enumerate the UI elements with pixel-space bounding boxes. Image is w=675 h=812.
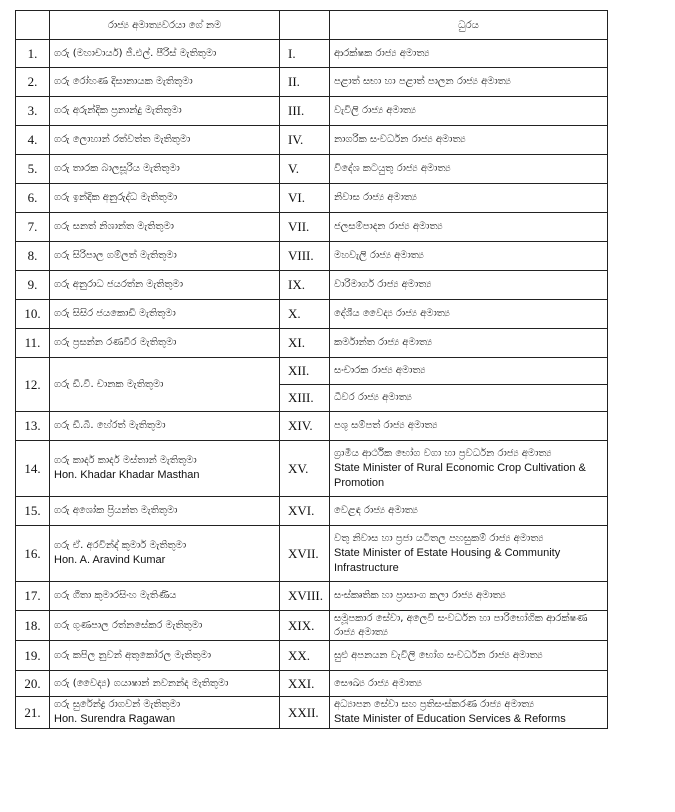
- minister-name-english: Hon. Khadar Khadar Masthan: [54, 469, 200, 481]
- portfolio-cell: [330, 671, 608, 697]
- portfolio-cell: [330, 242, 608, 271]
- portfolio: ජලසම්පාදන රාජ්‍ය අමාත්‍ය: [334, 221, 443, 232]
- table-row: [16, 184, 608, 213]
- table-row: [16, 412, 608, 441]
- portfolio: පශු සම්පත් රාජ්‍ය අමාත්‍ය: [334, 420, 438, 431]
- minister-name-cell: [50, 671, 280, 697]
- roman-numeral: XXI.: [280, 671, 330, 697]
- roman-numeral: IX.: [280, 271, 330, 300]
- minister-name: ගරු කපිල නුවන් අතුකෝරල මැතිතුමා: [54, 649, 212, 661]
- table-row: [16, 155, 608, 184]
- row-number: 19.: [16, 641, 50, 671]
- minister-name-cell: [50, 213, 280, 242]
- minister-name: ගරු ප්‍රසන්න රණවීර මැතිතුමා: [54, 337, 177, 348]
- row-number: 14.: [16, 441, 50, 497]
- portfolio-cell: [330, 526, 608, 582]
- minister-name-cell: [50, 68, 280, 97]
- portfolio: දේශීය වෛද්‍ය රාජ්‍ය අමාත්‍ය: [334, 308, 450, 319]
- row-number: 13.: [16, 412, 50, 441]
- roman-numeral: XXII.: [280, 697, 330, 729]
- minister-name-cell: [50, 300, 280, 329]
- portfolio-cell: [330, 97, 608, 126]
- portfolio: මහවැලි රාජ්‍ය අමාත්‍ය: [334, 250, 424, 261]
- minister-name: ගරු සිරිපාල ගම්ලත් මැතිතුමා: [54, 250, 177, 261]
- portfolio: විදේශ කටයුතු රාජ්‍ය අමාත්‍ය: [334, 163, 451, 174]
- portfolio-cell: [330, 271, 608, 300]
- table-row: [16, 68, 608, 97]
- minister-name-cell: [50, 582, 280, 611]
- portfolio-cell: [330, 641, 608, 671]
- minister-name-cell: [50, 329, 280, 358]
- minister-name: ගරු සනත් නිශාන්ත මැතිතුමා: [54, 221, 174, 232]
- minister-name: ගරු (වෛද්‍ය) ගයාෂාන් නවනන්ද මැතිතුමා: [54, 677, 229, 689]
- minister-name: ගරු සිසිර ජයකොඩි මැතිතුමා: [54, 308, 176, 319]
- minister-name-cell: [50, 40, 280, 68]
- roman-numeral: I.: [280, 40, 330, 68]
- roman-numeral: VII.: [280, 213, 330, 242]
- portfolio: අධ්‍යාපන සේවා සහ ප්‍රතිසංස්කරණ රාජ්‍ය අමාත්‍ය: [334, 699, 535, 710]
- portfolio-cell: [330, 68, 608, 97]
- portfolio: වාරිමාර්ග රාජ්‍ය අමාත්‍ය: [334, 279, 432, 290]
- row-number: 21.: [16, 697, 50, 729]
- table-row: [16, 213, 608, 242]
- header-no: [16, 11, 50, 40]
- table-row: [16, 611, 608, 641]
- row-number: 16.: [16, 526, 50, 582]
- portfolio-cell: [330, 441, 608, 497]
- minister-name-cell: [50, 611, 280, 641]
- portfolio: සංස්කෘතික හා ප්‍රාසාංග කලා රාජ්‍ය අමාත්‍ය: [334, 590, 506, 601]
- minister-name: ගරු (මහාචාර්ය) ජී.එල්. පීරිස් මැතිතුමා: [54, 47, 217, 59]
- table-row: [16, 697, 608, 729]
- portfolio: වැවිලි රාජ්‍ය අමාත්‍ය: [334, 105, 416, 116]
- minister-name-cell: [50, 497, 280, 526]
- minister-name-cell: [50, 97, 280, 126]
- portfolio-english: State Minister of Rural Economic Crop Cultivation & Promotion: [334, 461, 586, 489]
- table-row: [16, 582, 608, 611]
- row-number: 4.: [16, 126, 50, 155]
- minister-name: ගරු තාරක බාලසූරිය මැතිතුමා: [54, 163, 180, 174]
- table-body: [16, 40, 608, 729]
- row-number: 11.: [16, 329, 50, 358]
- row-number: 7.: [16, 213, 50, 242]
- minister-name: ගරු අශෝක ප්‍රියන්ත මැතිතුමා: [54, 505, 178, 516]
- minister-name: ගරු කාදර් කාදර් මස්තාන් මැතිතුමා: [54, 455, 197, 466]
- portfolio: කර්මාන්ත රාජ්‍ය අමාත්‍ය: [334, 337, 433, 348]
- portfolio: වෙළඳ රාජ්‍ය අමාත්‍ය: [334, 505, 418, 516]
- minister-name: ගරු අනුරාධ ජයරත්න මැතිතුමා: [54, 279, 184, 290]
- portfolio-english: State Minister of Education Services & Reforms: [334, 713, 566, 725]
- portfolio-cell: [330, 497, 608, 526]
- portfolio: ආරක්ෂක රාජ්‍ය අමාත්‍ය: [334, 47, 430, 59]
- table-row: [16, 126, 608, 155]
- table-row: [16, 526, 608, 582]
- row-number: 1.: [16, 40, 50, 68]
- minister-name-cell: [50, 412, 280, 441]
- header-portfolio: ධුරය: [330, 11, 608, 40]
- portfolio: සෞඛ්‍ය රාජ්‍ය අමාත්‍ය: [334, 677, 422, 689]
- minister-name: ගරු අරුන්දික ප්‍රනාන්දු මැතිතුමා: [54, 105, 182, 116]
- roman-numeral: VIII.: [280, 242, 330, 271]
- minister-name-cell: [50, 271, 280, 300]
- portfolio: සුළු අපනයන වැවිලි භෝග සංවර්ධන රාජ්‍ය අමාත්‍ය: [334, 649, 543, 661]
- row-number: 10.: [16, 300, 50, 329]
- roman-numeral: XX.: [280, 641, 330, 671]
- minister-name-cell: [50, 441, 280, 497]
- minister-name-english: Hon. A. Aravind Kumar: [54, 554, 166, 566]
- minister-name: ගරු ගීතා කුමාරසිංහ මැතිණිය: [54, 590, 177, 601]
- row-number: 12.: [16, 358, 50, 412]
- roman-numeral: XVII.: [280, 526, 330, 582]
- row-number: 8.: [16, 242, 50, 271]
- table-row: [16, 271, 608, 300]
- table-row: [16, 671, 608, 697]
- row-number: 2.: [16, 68, 50, 97]
- row-number: 3.: [16, 97, 50, 126]
- minister-name: ගරු ඉන්දික අනුරුද්ධ මැතිතුමා: [54, 192, 178, 203]
- portfolio-cell: [330, 329, 608, 358]
- roman-numeral: X.: [280, 300, 330, 329]
- minister-name: ගරු රෝහණ දිසානායක මැතිතුමා: [54, 76, 193, 87]
- minister-name: ගරු ලොහාන් රත්වත්ත මැතිතුමා: [54, 134, 191, 145]
- row-number: 15.: [16, 497, 50, 526]
- table-row: [16, 97, 608, 126]
- portfolio-cell: [330, 697, 608, 729]
- portfolio: සංචාරක රාජ්‍ය අමාත්‍ය: [334, 365, 426, 376]
- header-minister-name: රාජ්‍ය අමාත්‍යවරයා ගේ නම: [50, 11, 280, 40]
- minister-name: ගරු ගුණපාල රත්නසේකර මැතිතුමා: [54, 619, 203, 631]
- portfolio-cell: [330, 582, 608, 611]
- portfolio: ග්‍රාමීය ආර්ථික භෝග වගා හා ප්‍රවර්ධන රාජ්‍ය අමාත්‍ය: [334, 447, 552, 459]
- table-row: [16, 242, 608, 271]
- portfolio: නාගරික සංවර්ධන රාජ්‍ය අමාත්‍ය: [334, 134, 466, 145]
- row-number: 18.: [16, 611, 50, 641]
- table-row: [16, 329, 608, 358]
- roman-numeral: VI.: [280, 184, 330, 213]
- minister-name-cell: [50, 358, 280, 412]
- table-row: [16, 641, 608, 671]
- roman-numeral: XII.: [280, 358, 330, 385]
- roman-numeral: XIII.: [280, 385, 330, 412]
- roman-numeral: II.: [280, 68, 330, 97]
- roman-numeral: XV.: [280, 441, 330, 497]
- roman-numeral: XI.: [280, 329, 330, 358]
- header-roman-gap: [280, 11, 330, 40]
- portfolio-cell: [330, 300, 608, 329]
- minister-name-cell: [50, 184, 280, 213]
- portfolio-cell: [330, 385, 608, 412]
- roman-numeral: IV.: [280, 126, 330, 155]
- minister-name-cell: [50, 697, 280, 729]
- minister-name: ගරු සුරේන්ද්‍ර රාගවන් මැතිතුමා: [54, 699, 181, 710]
- roman-numeral: XIV.: [280, 412, 330, 441]
- portfolio-cell: [330, 611, 608, 641]
- document-sheet: [15, 10, 607, 810]
- table-row: [16, 300, 608, 329]
- row-number: 9.: [16, 271, 50, 300]
- portfolio-cell: [330, 155, 608, 184]
- minister-name: ගරු ඒ. අරවින්ද් කුමාර් මැතිතුමා: [54, 540, 187, 551]
- table-row: [16, 40, 608, 68]
- portfolio: ධීවර රාජ්‍ය අමාත්‍ය: [334, 392, 412, 403]
- minister-name-cell: [50, 126, 280, 155]
- portfolio-cell: [330, 40, 608, 68]
- portfolio-cell: [330, 358, 608, 385]
- portfolio-cell: [330, 184, 608, 213]
- row-number: 6.: [16, 184, 50, 213]
- roman-numeral: XVIII.: [280, 582, 330, 611]
- portfolio-cell: [330, 126, 608, 155]
- minister-name: ගරු ඩී.බී. හේරත් මැතිතුමා: [54, 420, 166, 431]
- row-number: 5.: [16, 155, 50, 184]
- table-row: [16, 441, 608, 497]
- table-row: [16, 358, 608, 385]
- minister-name: ගරු ඩී.වී. චානක මැතිතුමා: [54, 378, 164, 390]
- table-row: [16, 497, 608, 526]
- minister-name-english: Hon. Surendra Ragawan: [54, 713, 176, 725]
- roman-numeral: III.: [280, 97, 330, 126]
- portfolio: සමූපකාර සේවා, අලෙවි සංවර්ධන හා පාරිභෝගික ආරක්ෂණ රාජ්‍ය අමාත්‍ය: [334, 612, 588, 638]
- portfolio: පළාත් සභා හා පළාත් පාලන රාජ්‍ය අමාත්‍ය: [334, 76, 511, 87]
- portfolio-english: State Minister of Estate Housing & Community Infrastructure: [334, 546, 561, 574]
- portfolio: වතු නිවාස හා ප්‍රජා යටිතල පහසුකම් රාජ්‍ය අමාත්‍ය: [334, 532, 544, 544]
- roman-numeral: V.: [280, 155, 330, 184]
- minister-name-cell: [50, 242, 280, 271]
- roman-numeral: XVI.: [280, 497, 330, 526]
- table-header-row: [16, 11, 608, 40]
- row-number: 20.: [16, 671, 50, 697]
- minister-name-cell: [50, 155, 280, 184]
- minister-name-cell: [50, 526, 280, 582]
- portfolio: නිවාස රාජ්‍ය අමාත්‍ය: [334, 192, 417, 203]
- portfolio-cell: [330, 213, 608, 242]
- roman-numeral: XIX.: [280, 611, 330, 641]
- row-number: 17.: [16, 582, 50, 611]
- portfolio-cell: [330, 412, 608, 441]
- ministers-table: [15, 10, 608, 729]
- minister-name-cell: [50, 641, 280, 671]
